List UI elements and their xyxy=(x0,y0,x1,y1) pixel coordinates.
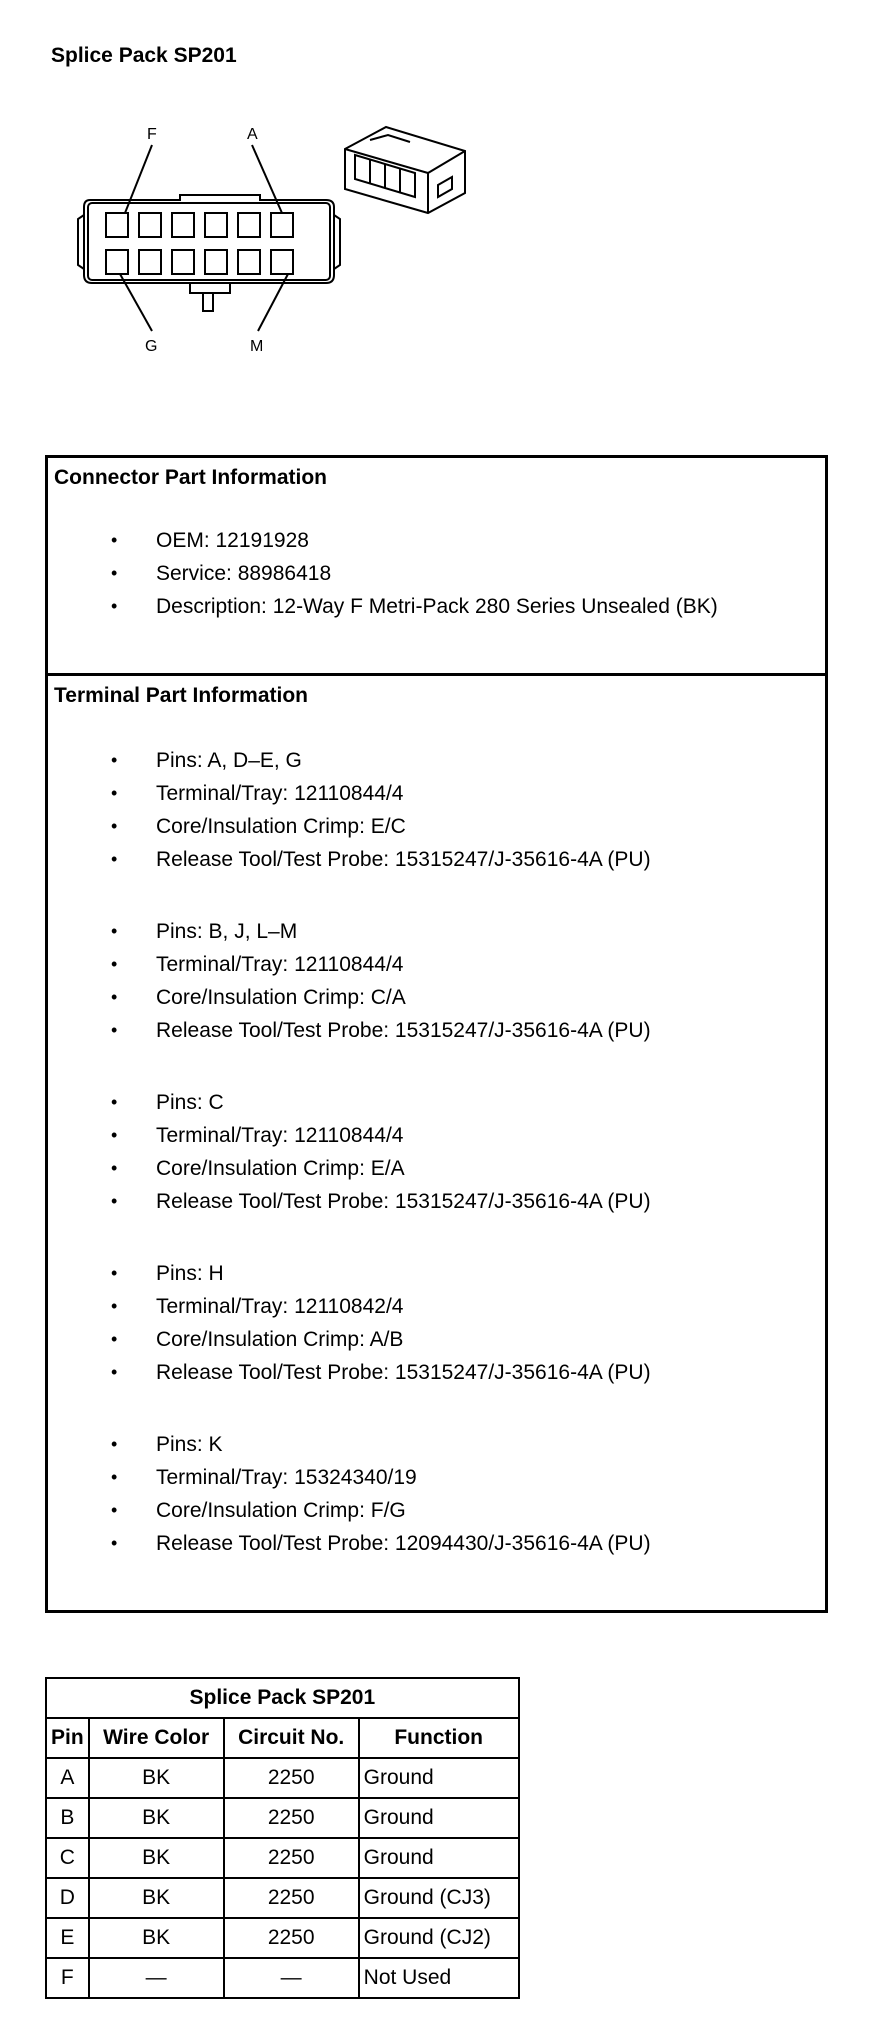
cell-function: Ground (CJ2) xyxy=(359,1918,519,1958)
list-item: • Terminal/Tray: 12110844/4 xyxy=(48,1119,825,1152)
connector-body xyxy=(84,195,334,283)
cell-circuit-no: 2250 xyxy=(224,1758,359,1798)
cell-pin: F xyxy=(46,1958,89,1998)
cavity-row-bottom xyxy=(106,250,293,274)
list-item: • Terminal/Tray: 12110842/4 xyxy=(48,1290,825,1323)
cell-circuit-no: 2250 xyxy=(224,1878,359,1918)
section-divider xyxy=(48,673,825,676)
terminal-info-heading: Terminal Part Information xyxy=(54,684,308,707)
pin-label-g: G xyxy=(145,338,158,355)
terminal-group-1 xyxy=(48,744,825,876)
cell-pin: E xyxy=(46,1918,89,1958)
cell-pin: D xyxy=(46,1878,89,1918)
list-item: • Terminal/Tray: 12110844/4 xyxy=(48,948,825,981)
cell-wire-color: BK xyxy=(89,1918,224,1958)
list-item: • Core/Insulation Crimp: E/C xyxy=(48,810,825,843)
list-item: • Description: 12-Way F Metri-Pack 280 Series Unsealed (BK) xyxy=(48,590,825,623)
column-header-function: Function xyxy=(359,1718,519,1758)
list-item: • Pins: A, D–E, G xyxy=(48,744,825,777)
connector-latch xyxy=(190,283,230,293)
terminal-group-4 xyxy=(48,1257,825,1389)
connector-3d-view xyxy=(345,127,465,213)
list-item: • Pins: H xyxy=(48,1257,825,1290)
cell-circuit-no: 2250 xyxy=(224,1918,359,1958)
cell-wire-color: — xyxy=(89,1958,224,1998)
cell-pin: A xyxy=(46,1758,89,1798)
list-item: • Terminal/Tray: 15324340/19 xyxy=(48,1461,825,1494)
terminal-group-2 xyxy=(48,915,825,1047)
table-row xyxy=(46,1878,519,1918)
list-item: • OEM: 12191928 xyxy=(48,524,825,557)
terminal-group-3 xyxy=(48,1086,825,1218)
column-header-pin: Pin xyxy=(46,1718,89,1758)
table-row xyxy=(46,1918,519,1958)
connector-latch-tab xyxy=(203,293,213,311)
list-item: • Terminal/Tray: 12110844/4 xyxy=(48,777,825,810)
pin-table xyxy=(45,1677,520,1999)
part-info-box xyxy=(45,455,828,1613)
cell-pin: B xyxy=(46,1798,89,1838)
cell-wire-color: BK xyxy=(89,1758,224,1798)
page-title: Splice Pack SP201 xyxy=(51,44,237,67)
connector-info-heading: Connector Part Information xyxy=(54,466,328,489)
pin-label-f: F xyxy=(147,126,157,143)
cell-function: Ground xyxy=(359,1838,519,1878)
column-header-circuit-no: Circuit No. xyxy=(224,1718,359,1758)
pin-label-a: A xyxy=(247,126,258,143)
connector-info-list xyxy=(48,524,825,623)
table-row xyxy=(46,1958,519,1998)
cell-function: Not Used xyxy=(359,1958,519,1998)
cell-function: Ground (CJ3) xyxy=(359,1878,519,1918)
terminal-group-5 xyxy=(48,1428,825,1560)
cell-pin: C xyxy=(46,1838,89,1878)
list-item: • Pins: B, J, L–M xyxy=(48,915,825,948)
list-item: • Release Tool/Test Probe: 12094430/J-35616-4A (PU) xyxy=(48,1527,825,1560)
table-row xyxy=(46,1758,519,1798)
pin-table-title: Splice Pack SP201 xyxy=(46,1678,519,1718)
pin-label-m: M xyxy=(250,338,264,355)
list-item: • Release Tool/Test Probe: 15315247/J-35616-4A (PU) xyxy=(48,843,825,876)
list-item: • Core/Insulation Crimp: F/G xyxy=(48,1494,825,1527)
list-item: • Release Tool/Test Probe: 15315247/J-35616-4A (PU) xyxy=(48,1014,825,1047)
list-item: • Pins: C xyxy=(48,1086,825,1119)
list-item: • Core/Insulation Crimp: C/A xyxy=(48,981,825,1014)
cell-circuit-no: 2250 xyxy=(224,1838,359,1878)
table-row xyxy=(46,1838,519,1878)
list-item: • Service: 88986418 xyxy=(48,557,825,590)
list-item: • Release Tool/Test Probe: 15315247/J-35616-4A (PU) xyxy=(48,1185,825,1218)
cell-function: Ground xyxy=(359,1758,519,1798)
cell-circuit-no: — xyxy=(224,1958,359,1998)
cavity-row-top xyxy=(106,213,293,237)
cell-wire-color: BK xyxy=(89,1838,224,1878)
connector-diagram xyxy=(70,115,490,375)
list-item: • Release Tool/Test Probe: 15315247/J-35616-4A (PU) xyxy=(48,1356,825,1389)
list-item: • Core/Insulation Crimp: A/B xyxy=(48,1323,825,1356)
cell-wire-color: BK xyxy=(89,1878,224,1918)
cell-wire-color: BK xyxy=(89,1798,224,1838)
column-header-wire-color: Wire Color xyxy=(89,1718,224,1758)
cell-function: Ground xyxy=(359,1798,519,1838)
table-row xyxy=(46,1798,519,1838)
cell-circuit-no: 2250 xyxy=(224,1798,359,1838)
list-item: • Core/Insulation Crimp: E/A xyxy=(48,1152,825,1185)
list-item: • Pins: K xyxy=(48,1428,825,1461)
